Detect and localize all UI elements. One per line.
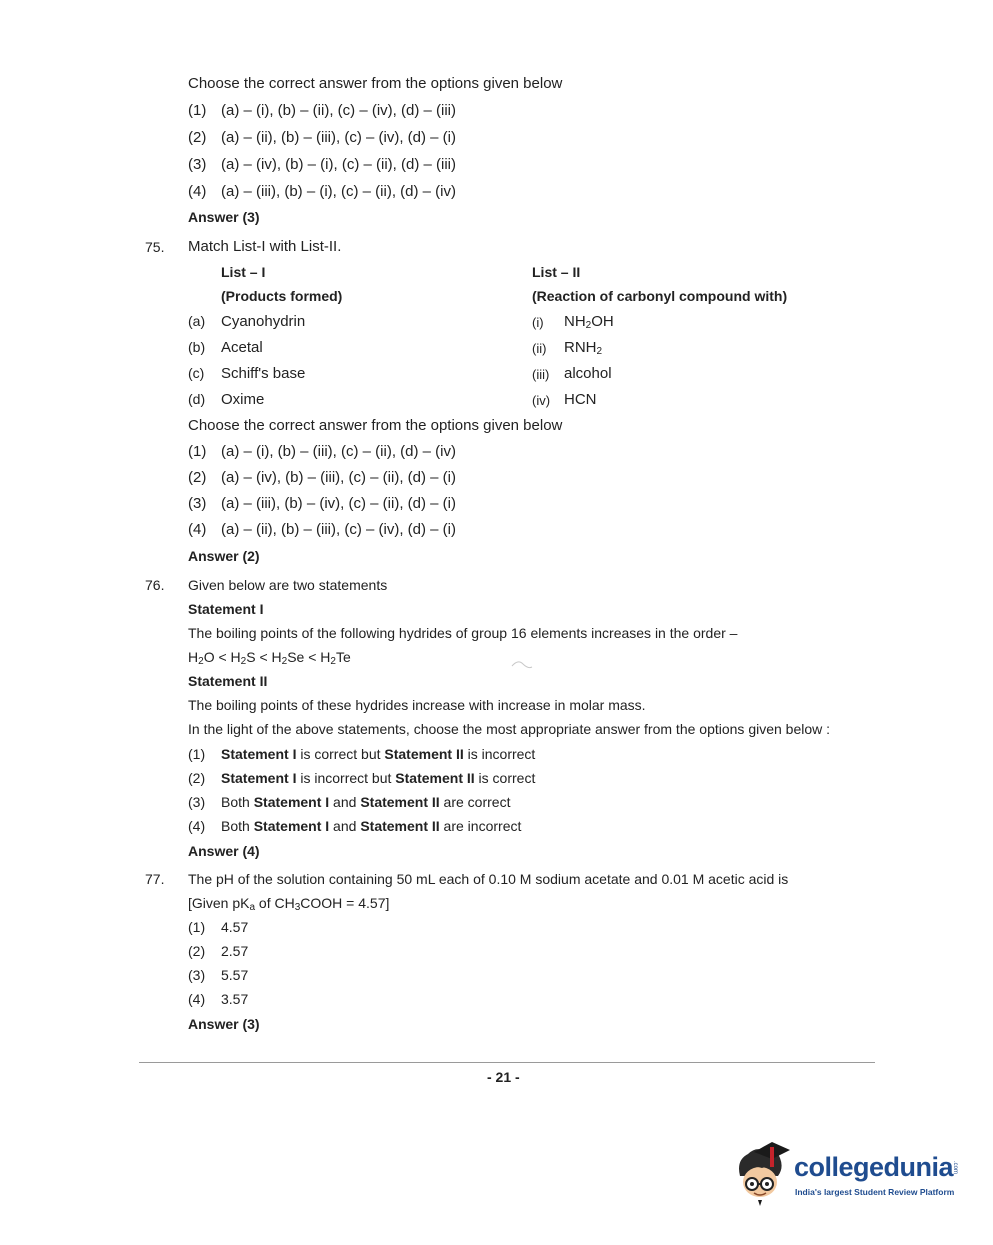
q76-prompt: Given below are two statements	[188, 577, 388, 593]
q77-option-1: (1) 4.57	[188, 919, 249, 935]
list1-title: List – I	[221, 264, 266, 280]
q74-option-4: (4) (a) – (iii), (b) – (i), (c) – (ii), (d) – (iv)	[188, 183, 456, 200]
q74-option-2: (2) (a) – (ii), (b) – (iii), (c) – (iv), (d) – (i)	[188, 129, 456, 146]
q77-prompt: The pH of the solution containing 50 mL each of 0.10 M sodium acetate and 0.01 M acetic acid is	[188, 871, 789, 887]
q76-option-3: (3) Both Statement I and Statement II are correct	[188, 794, 511, 810]
q75-number: 75.	[145, 239, 165, 255]
hydride-order: $H_2O < H_2S < H_2Se < H_2Te$	[188, 649, 351, 667]
match-row: (b) Acetal (ii) $RNH_2$	[188, 339, 603, 357]
page-number: - 21 -	[487, 1069, 520, 1085]
q76-option-1: (1) Statement I is correct but Statement II is incorrect	[188, 746, 536, 762]
q74-choose-text: Choose the correct answer from the options given below	[188, 75, 563, 92]
q77-number: 77.	[145, 871, 165, 887]
statement-1-text: The boiling points of the following hydrides of group 16 elements increases in the order –	[188, 625, 738, 641]
q77-given: [Given $pK_a$ of $CH_3COOH = 4.57$]	[188, 895, 390, 913]
q75-prompt: Match List-I with List-II.	[188, 238, 342, 255]
q76-answer: Answer (4)	[188, 843, 260, 859]
q75-option-3: (3) (a) – (iii), (b) – (iv), (c) – (ii), (d) – (i)	[188, 495, 456, 512]
q75-option-2: (2) (a) – (iv), (b) – (iii), (c) – (ii), (d) – (i)	[188, 469, 456, 486]
q76-number: 76.	[145, 577, 165, 593]
q74-option-3: (3) (a) – (iv), (b) – (i), (c) – (ii), (d) – (iii)	[188, 156, 456, 173]
list2-subtitle: (Reaction of carbonyl compound with)	[532, 288, 788, 304]
q77-option-2: (2) 2.57	[188, 943, 249, 959]
q76-instruction: In the light of the above statements, choose the most appropriate answer from the options given below :	[188, 721, 831, 737]
q77-answer: Answer (3)	[188, 1016, 260, 1032]
q77-option-4: (4) 3.57	[188, 991, 249, 1007]
q75-choose-text: Choose the correct answer from the options given below	[188, 417, 563, 434]
q74-answer: Answer (3)	[188, 209, 260, 225]
q76-option-2: (2) Statement I is incorrect but Statement II is correct	[188, 770, 536, 786]
q75-option-1: (1) (a) – (i), (b) – (iii), (c) – (ii), (d) – (iv)	[188, 443, 456, 460]
q76-option-4: (4) Both Statement I and Statement II are incorrect	[188, 818, 522, 834]
collegedunia-logo-icon	[734, 1138, 794, 1208]
brand-suffix: .com	[952, 1161, 958, 1175]
match-row: (d) Oxime (iv) HCN	[188, 391, 597, 408]
q75-answer: Answer (2)	[188, 548, 260, 564]
brand-name: collegedunia	[794, 1152, 954, 1182]
list1-subtitle: (Products formed)	[221, 288, 343, 304]
brand-tagline: India's largest Student Review Platform	[795, 1187, 955, 1197]
footer-divider	[139, 1062, 875, 1063]
statement-2-text: The boiling points of these hydrides increase with increase in molar mass.	[188, 697, 646, 713]
statement-1-label: Statement I	[188, 601, 264, 617]
q75-option-4: (4) (a) – (ii), (b) – (iii), (c) – (iv), (d) – (i)	[188, 521, 456, 538]
pen-mark-icon	[510, 658, 534, 670]
match-row: (a) Cyanohydrin (i) $NH_2OH$	[188, 313, 614, 331]
statement-2-label: Statement II	[188, 673, 268, 689]
list2-title: List – II	[532, 264, 581, 280]
match-row: (c) Schiff's base (iii) alcohol	[188, 365, 612, 382]
q74-option-1: (1) (a) – (i), (b) – (ii), (c) – (iv), (d) – (iii)	[188, 102, 456, 119]
q77-option-3: (3) 5.57	[188, 967, 249, 983]
